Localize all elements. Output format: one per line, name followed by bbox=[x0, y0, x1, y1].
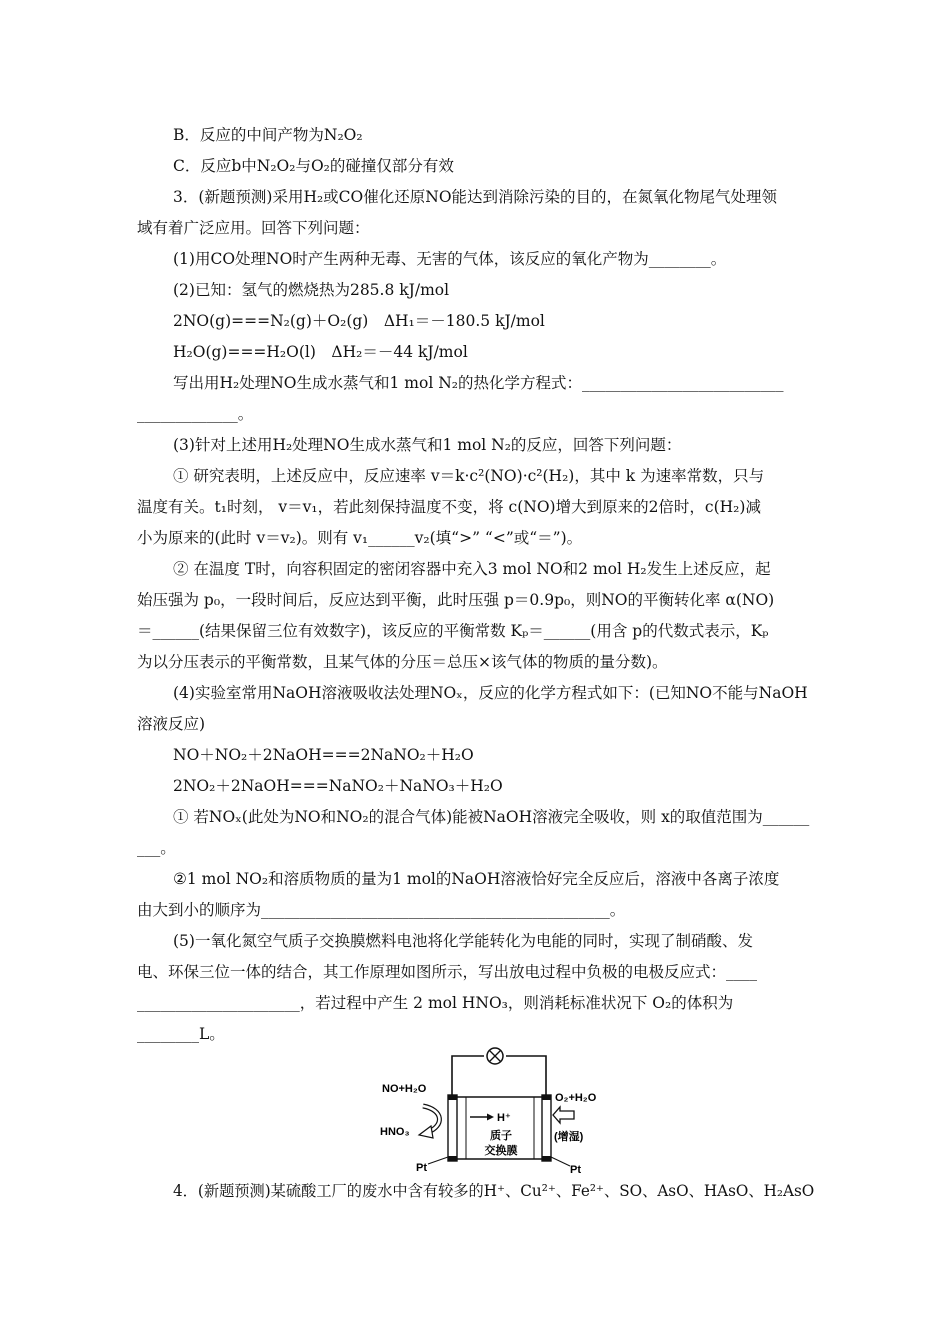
circuit-wire-left bbox=[452, 1056, 484, 1095]
right-electrode bbox=[542, 1095, 551, 1161]
q3-part-4-1-end: ___。 bbox=[137, 839, 176, 857]
q3-part-4-1: ① 若NOₓ(此处为NO和NO₂的混合气体)能被NaOH溶液完全吸收，则 x的取值范围为______ bbox=[173, 808, 810, 826]
right-note-label: (增湿) bbox=[554, 1131, 584, 1143]
q3-part-3-2-cont2: ＝______(结果保留三位有效数字)，该反应的平衡常数 Kₚ＝______(用含 p的代数式表示，Kₚ bbox=[137, 622, 769, 640]
q3-part-3-1: ① 研究表明，上述反应中，反应速率 v＝k·c²(NO)·c²(H₂)，其中 k 为速率常数，只与 bbox=[173, 467, 765, 485]
left-electrode-top-cap bbox=[448, 1095, 457, 1100]
left-arrowhead bbox=[419, 1126, 433, 1138]
right-electrode-top-cap bbox=[542, 1095, 551, 1100]
equation-3: NO＋NO₂＋2NaOH===2NaNO₂＋H₂O bbox=[173, 746, 474, 764]
q3-part-3-2-cont: 始压强为 p₀，一段时间后，反应达到平衡，此时压强 p＝0.9p₀，则NO的平衡转化率 α(NO) bbox=[137, 591, 775, 609]
left-output-label: HNO₃ bbox=[380, 1126, 410, 1138]
q3-part-2-prompt: 写出用H₂处理NO生成水蒸气和1 mol N₂的热化学方程式：__________________________ bbox=[173, 374, 784, 392]
q3-part-5-end: ________L。 bbox=[137, 1025, 225, 1043]
equation-4: 2NO₂＋2NaOH===NaNO₂＋NaNO₃＋H₂O bbox=[173, 777, 503, 795]
left-electrode bbox=[448, 1095, 457, 1161]
q3-part-4-2-end: 由大到小的顺序为_____________________________________________。 bbox=[137, 901, 626, 919]
pt-right-leader bbox=[551, 1157, 570, 1166]
q3-part-3-1-cont: 温度有关。t₁时刻， v＝v₁，若此刻保持温度不变，将 c(NO)增大到原来的2倍时，c(H₂)减 bbox=[137, 498, 761, 516]
equation-2: H₂O(g)===H₂O(l) ΔH₂＝－44 kJ/mol bbox=[173, 343, 468, 361]
q3-part-5: (5)一氧化氮空气质子交换膜燃料电池将化学能转化为电能的同时，实现了制硝酸、发 bbox=[173, 932, 753, 950]
right-electrode-bottom-cap bbox=[542, 1156, 551, 1161]
q3-part-1: (1)用CO处理NO时产生两种无毒、无害的气体，该反应的氧化产物为________。 bbox=[173, 250, 727, 268]
q3-part-3-1-end: 小为原来的(此时 v＝v₂)。则有 v₁______v₂(填“>” “<”或“＝”)。 bbox=[137, 529, 583, 547]
left-input-label: NO+H₂O bbox=[382, 1083, 427, 1095]
q3-part-4-2: ②1 mol NO₂和溶质物质的量为1 mol的NaOH溶液恰好完全反应后，溶液中各离子浓度 bbox=[173, 870, 780, 888]
equation-1: 2NO(g)===N₂(g)＋O₂(g) ΔH₁＝－180.5 kJ/mol bbox=[173, 312, 545, 330]
pt-left-leader bbox=[428, 1157, 448, 1164]
option-c: C．反应b中N₂O₂与O₂的碰撞仅部分有效 bbox=[173, 157, 454, 175]
question-3-stem-cont: 域有着广泛应用。回答下列问题： bbox=[137, 219, 370, 237]
q3-part-4: (4)实验室常用NaOH溶液吸收法处理NOₓ，反应的化学方程式如下：(已知NO不能与NaOH bbox=[173, 684, 808, 702]
circuit-wire-right bbox=[506, 1056, 546, 1095]
pt-left-label: Pt bbox=[416, 1162, 427, 1174]
q3-part-5-cont2: _____________________，若过程中产生 2 mol HNO₃，则消耗标准状况下 O₂的体积为 bbox=[137, 994, 734, 1012]
question-4-stem: 4．(新题预测)某硫酸工厂的废水中含有较多的H⁺、Cu²⁺、Fe²⁺、SO、AsO、HAsO、H₂AsO bbox=[173, 1182, 815, 1200]
q3-part-3: (3)针对上述用H₂处理NO生成水蒸气和1 mol N₂的反应，回答下列问题： bbox=[173, 436, 682, 454]
q3-part-5-cont: 电、环保三位一体的结合，其工作原理如图所示，写出放电过程中负极的电极反应式：____ bbox=[137, 963, 758, 981]
membrane-label-1: 质子 bbox=[490, 1130, 512, 1142]
right-input-label: O₂+H₂O bbox=[555, 1092, 597, 1104]
proton-arrowhead bbox=[487, 1114, 494, 1121]
fuel-cell-diagram bbox=[370, 1040, 610, 1175]
q3-part-3-2: ② 在温度 T时，向容积固定的密闭容器中充入3 mol NO和2 mol H₂发生上述反应，起 bbox=[173, 560, 771, 578]
proton-label: H⁺ bbox=[497, 1112, 511, 1124]
q3-part-3-2-end: 为以分压表示的平衡常数，且某气体的分压＝总压×该气体的物质的量分数)。 bbox=[137, 653, 668, 671]
option-b: B．反应的中间产物为N₂O₂ bbox=[173, 126, 363, 144]
right-input-arrow bbox=[553, 1107, 574, 1123]
answer-blank: _____________。 bbox=[137, 405, 254, 423]
membrane-label-2: 交换膜 bbox=[484, 1145, 518, 1157]
q3-part-4-cont: 溶液反应) bbox=[137, 715, 206, 733]
left-electrode-bottom-cap bbox=[448, 1156, 457, 1161]
pt-right-label: Pt bbox=[570, 1164, 581, 1175]
question-3-stem: 3．(新题预测)采用H₂或CO催化还原NO能达到消除污染的目的，在氮氧化物尾气处理领 bbox=[173, 188, 778, 206]
lamp-icon bbox=[487, 1048, 503, 1064]
q3-part-2: (2)已知：氢气的燃烧热为285.8 kJ/mol bbox=[173, 281, 450, 299]
